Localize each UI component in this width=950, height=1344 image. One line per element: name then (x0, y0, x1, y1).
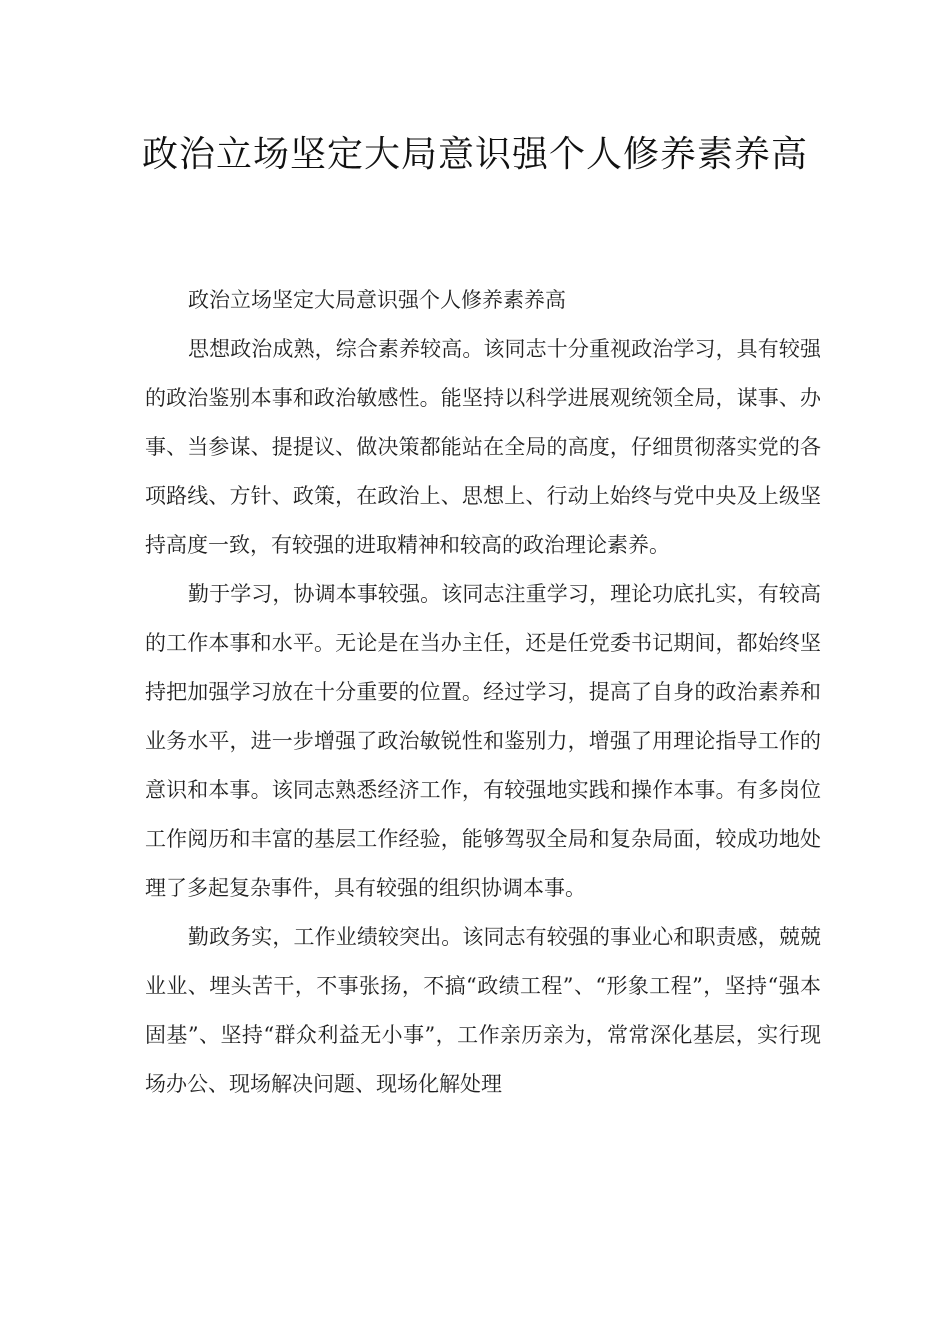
paragraph-pragmatic-work: 勤政务实，工作业绩较突出。该同志有较强的事业心和职责感，兢兢业业、埋头苦干，不事张扬，不搞“政绩工程”、“形象工程”，坚持“强本固基”、坚持“群众利益无小事”，工作亲历亲为，常常深化基层，实行现场办公、现场解决问题、现场化解处理 (145, 925, 821, 1096)
paragraph-political-maturity: 思想政治成熟，综合素养较高。该同志十分重视政治学习，具有较强的政治鉴别本事和政治敏感性。能坚持以科学进展观统领全局，谋事、办事、当参谋、提提议、做决策都能站在全局的高度，仔细贯彻落实党的各项路线、方针、政策，在政治上、思想上、行动上始终与党中央及上级坚持高度一致，有较强的进取精神和较高的政治理论素养。 (145, 337, 821, 557)
paragraph-diligent-learning: 勤于学习，协调本事较强。该同志注重学习，理论功底扎实，有较高的工作本事和水平。无论是在当办主任，还是任党委书记期间，都始终坚持把加强学习放在十分重要的位置。经过学习，提高了自身的政治素养和业务水平，进一步增强了政治敏锐性和鉴别力，增强了用理论指导工作的意识和本事。该同志熟悉经济工作，有较强地实践和操作本事。有多岗位工作阅历和丰富的基层工作经验，能够驾驭全局和复杂局面，较成功地处理了多起复杂事件，具有较强的组织协调本事。 (145, 582, 821, 900)
document-title: 政治立场坚定大局意识强个人修养素养高 (141, 134, 808, 175)
paragraph-subtitle: 政治立场坚定大局意识强个人修养素养高 (188, 288, 566, 312)
document-body (145, 276, 821, 1109)
